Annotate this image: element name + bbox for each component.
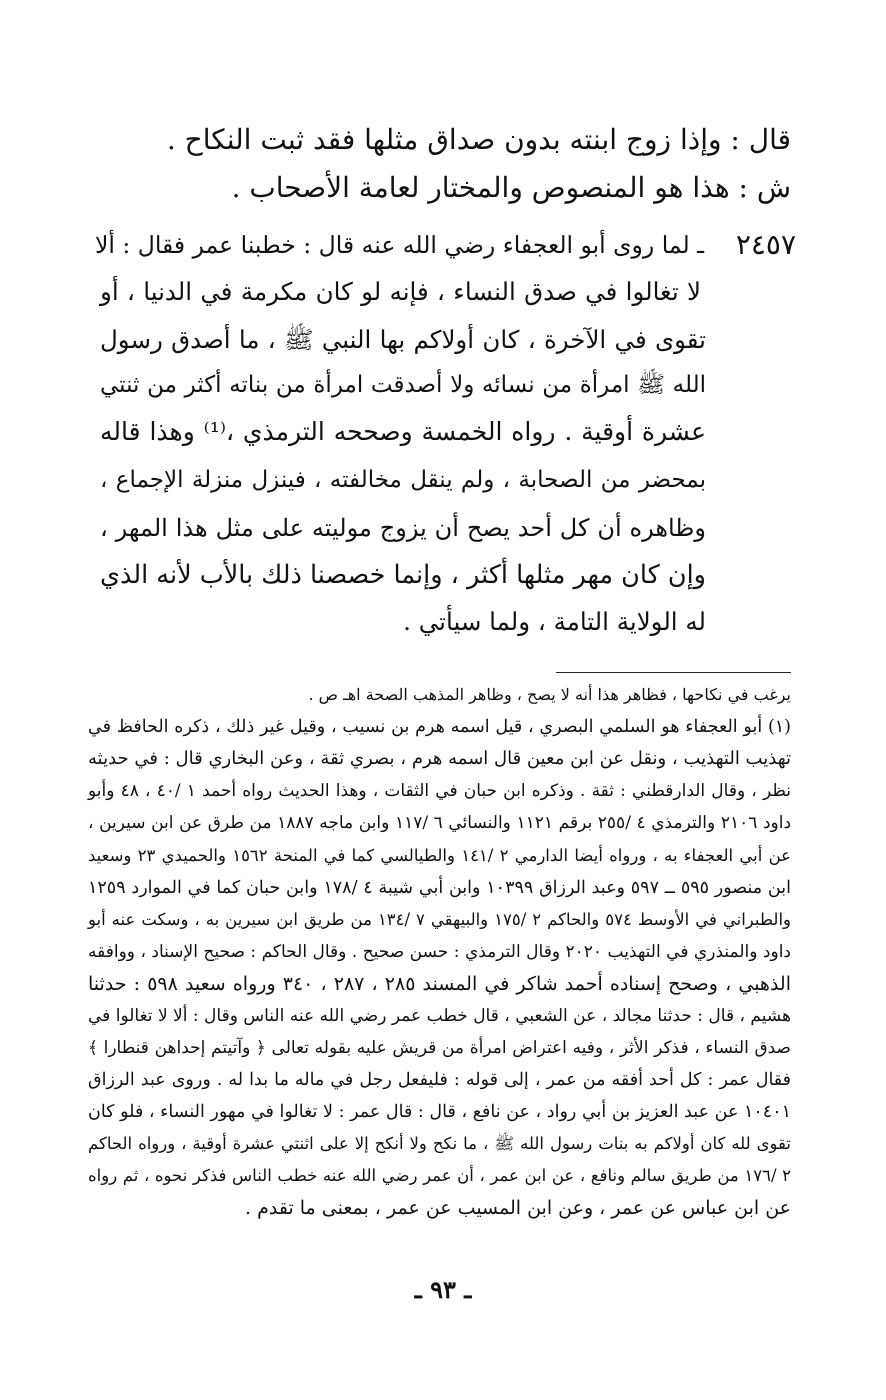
paragraph-line: ـ لما روى أبو العجفاء رضي الله عنه قال : خطبنا عمر فقال : ألا [95,231,704,259]
paragraph-line: وظاهره أن كل أحد يصح أن يزوج موليته على مثل هذا المهر ، [100,514,706,542]
footnote-line: صدق النساء ، فذكر الأثر ، وفيه اعتراض امرأة من قريش عليه بقوله تعالى ﴿ وآتيتم إحداهن قنطارا ﴾ [88,1038,791,1058]
footnote-line: نظر ، وقال الدارقطني : ثقة . وذكره ابن حبان في الثقات ، وهذا الحديث رواه أحمد ١ /٤٠ ، ٤٨ وأبو [88,781,791,801]
main-line: قال : وإذا زوج ابنته بدون صداق مثلها فقد ثبت النكاح . [166,123,791,156]
footnote-line: الذهبي ، وصحح إسناده أحمد شاكر في المسند ٢٨٥ ، ٢٨٧ ، ٣٤٠ ورواه سعيد ٥٩٨ : حدثنا [88,973,791,995]
footnote-line: هشيم ، قال : حدثنا مجالد ، عن الشعبي ، قال خطب عمر رضي الله عنه الناس وقال : ألا لا تغالوا في [88,1006,791,1026]
paragraph-line: وإن كان مهر مثلها أكثر ، وإنما خصصنا ذلك بالأب لأنه الذي [100,560,706,590]
footnote-line: عن أبي العجفاء به ، ورواه أيضا الدارمي ٢ /١٤١ والطيالسي كما في المنحة ١٥٦٢ والحميدي ٢٣ وسعيد [88,846,791,865]
paragraph-line: بمحضر من الصحابة ، ولم ينقل مخالفته ، فينزل منزلة الإجماع ، [100,467,706,493]
footnote-line: والطبراني في الأوسط ٥٧٤ والحاكم ٢ /١٧٥ والبيهقي ٧ /١٣٤ من طريق ابن سيرين به ، وسكت عنه أبو [88,910,792,929]
footnote-line: ٢ /١٧٦ من طريق سالم ونافع ، عن ابن عمر ، أن عمر رضي الله عنه خطب الناس فذكر نحوه ، ثم رواه [88,1166,791,1185]
paragraph-line: لا تغالوا في صدق النساء ، فإنه لو كان مكرمة في الدنيا ، أو [100,277,701,306]
footnote-line: ١٠٤٠١ عن عبد العزيز بن أبي رواد ، عن نافع ، قال : قال عمر : لا تغالوا في مهور النساء ، فلو كان [88,1102,791,1122]
footnote-line: داود ٢١٠٦ والترمذي ٤ /٢٥٥ برقم ١١٢١ والنسائي ٦ /١١٧ وابن ماجه ١٨٨٧ من طرق عن ابن سيرين ، [88,813,792,833]
footnote-line: داود والمنذري في التهذيب ٢٠٢٠ وقال الترمذي : حسن صحيح . وقال الحاكم : صحيح الإسناد ، ووافقه [88,942,791,962]
footnote-line: عن ابن عباس عن عمر ، وعن ابن المسيب عن عمر ، بمعنى ما تقدم . [245,1197,791,1219]
footnote-line: يرغب في نكاحها ، فظاهر هذا أنه لا يصح ، وظاهر المذهب الصحة اهـ ص . [308,685,791,704]
main-line: ش : هذا هو المنصوص والمختار لعامة الأصحاب . [231,171,791,204]
paragraph-number: ٢٤٥٧ [735,228,796,261]
footnote-line: فقال عمر : كل أحد أفقه من عمر ، إلى قوله : فليفعل رجل في ماله ما بدا له . وروى عبد الرزاق [88,1070,791,1090]
paragraph-line: عشرة أوقية . رواه الخمسة وصححه الترمذي ،⁽¹⁾ وهذا قاله [100,417,707,446]
footnote-line: ابن منصور ٥٩٥ ــ ٥٩٧ وعبد الرزاق ١٠٣٩٩ وابن أبي شيبة ٤ /١٧٨ وابن حبان كما في الموارد ١٢٥٩ [88,878,791,898]
footnote-line: تهذيب التهذيب ، ونقل عن ابن معين قال اسمه هرم ، بصري ثقة ، وعن البخاري قال : في حديثه [88,748,791,769]
paragraph-line: الله ﷺ امرأة من نسائه ولا أصدقت امرأة من بناته أكثر من ثنتي [100,372,706,398]
paragraph-line: تقوى في الآخرة ، كان أولاكم بها النبي ﷺ ، ما أصدق رسول [100,325,706,354]
page-number: ـ ٩٣ ـ [414,1275,472,1304]
paragraph-line: له الولاية التامة ، ولما سيأتي . [403,607,706,636]
footnote-line: (١) أبو العجفاء هو السلمي البصري ، قيل اسمه هرم بن نسيب ، وقيل غير ذلك ، ذكره الحافظ في [88,717,791,737]
footnote-separator [556,672,791,673]
footnote-line: تقوى لله كان أولاكم به بنات رسول الله ﷺ ، ما نكح ولا أنكح إلا على اثنتي عشرة أوقية ، ورواه الحاكم [88,1134,791,1153]
